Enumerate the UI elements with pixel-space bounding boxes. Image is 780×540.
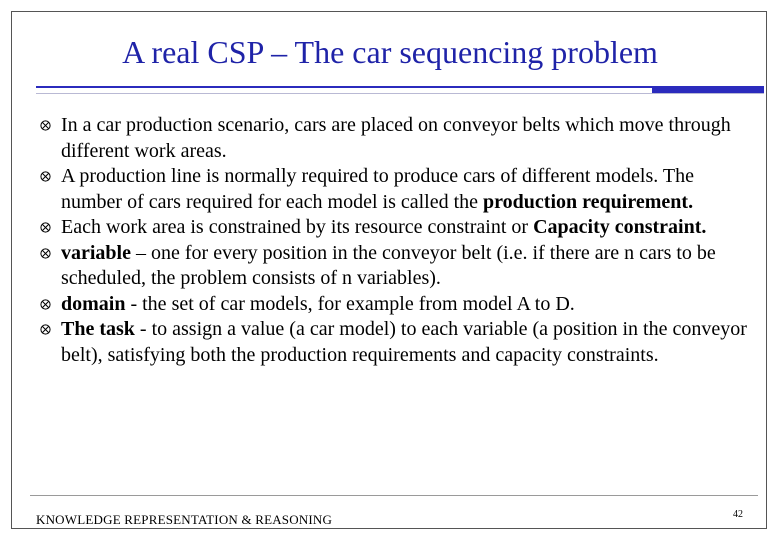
footer-course-title: KNOWLEDGE REPRESENTATION & REASONING: [36, 512, 333, 527]
bullet-icon: [40, 299, 51, 310]
bullet-icon: [40, 248, 51, 259]
bullet-icon: [40, 120, 51, 131]
bullet-item: [36, 241, 748, 292]
bullet-bold-term: variable: [61, 241, 131, 264]
bullet-text: A production line is normally required to produce cars of different models. The number of cars required for each model is called the: [61, 165, 694, 213]
bullet-icon: [40, 171, 51, 182]
bullet-bold-term: production requirement: [483, 190, 689, 213]
bullet-bold-term: Capacity constraint: [533, 216, 702, 238]
bullet-text: .: [688, 190, 694, 213]
bullet-list: [36, 113, 748, 368]
bullet-text: Each work area is constrained by its resource constraint or: [61, 216, 534, 238]
bullet-text: - to assign a value (a car model) to each variable (a position in the conveyor belt), satisfying both the production requirements and capacity constraints.: [61, 318, 747, 366]
title-underline-shadow: [36, 93, 764, 94]
slide-title: A real CSP – The car sequencing problem: [122, 34, 658, 70]
bullet-item: [36, 317, 748, 368]
bullet-text: - the set of car models, for example from model A to D.: [125, 292, 575, 315]
bullet-item: [36, 292, 748, 318]
bullet-icon: [40, 222, 51, 233]
bullet-item: [36, 164, 748, 215]
bullet-bold-term: domain: [61, 292, 126, 315]
bullet-bold-term: The task: [61, 318, 135, 340]
bullet-text: In a car production scenario, cars are placed on conveyor belts which move through different work areas.: [61, 114, 731, 162]
bullet-icon: [40, 324, 51, 335]
bullet-text: .: [701, 216, 707, 238]
bullet-item: [36, 215, 748, 241]
bullet-text: – one for every position in the conveyor belt (i.e. if there are n cars to be scheduled, the problem consists of n variables).: [61, 241, 716, 289]
bullet-item: [36, 113, 748, 164]
footer-divider: [30, 495, 758, 496]
page-number: 42: [733, 509, 743, 520]
